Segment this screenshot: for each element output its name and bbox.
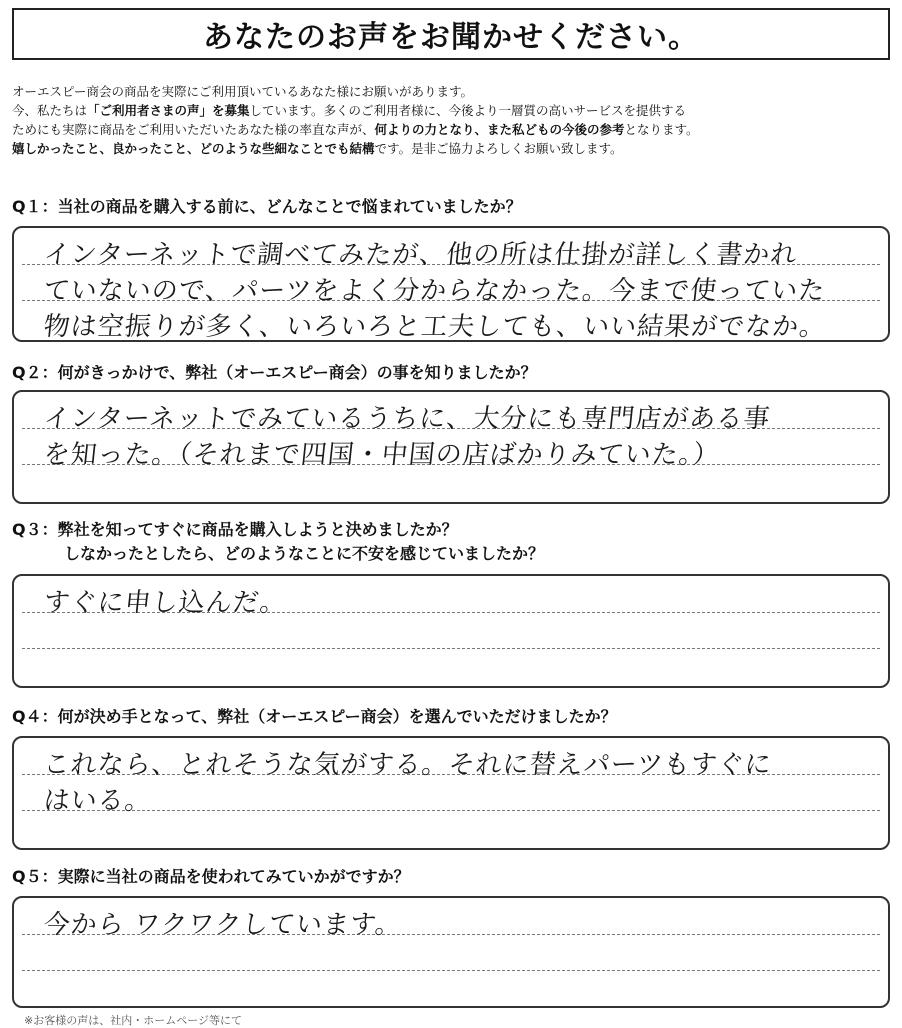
footer-note: ※お客様の声は、社内・ホームページ等にて (24, 1014, 242, 1027)
question-1-label: Q１：当社の商品を購入する前に、どんなことで悩まれていましたか？ (12, 197, 522, 216)
answer-5-line-1: 今から ワクワクしています。 (42, 910, 404, 940)
answer-box-2 (12, 390, 890, 504)
answer-rule (22, 970, 880, 971)
page-title: あなたのお声をお聞かせください。 (203, 20, 699, 55)
intro-highlight-anything: 嬉しかったこと、良かったこと、どのような些細なことでも結構 (12, 141, 375, 156)
intro-line-2: 今、私たちは「ご利用者さまの声」を募集しています。多くのご利用者様に、今後より一層質の高いサービスを提供する (12, 103, 687, 118)
question-5-label: Q５：実際に当社の商品を使われてみていかがですか？ (12, 867, 410, 886)
answer-1-line-1: インターネットで調べてみたが、他の所は仕掛が詳しく書かれ (42, 240, 799, 270)
answer-box-4 (12, 736, 890, 850)
answer-3-line-1: すぐに申し込んだ。 (42, 588, 289, 618)
question-2-label: Q２：何がきっかけで、弊社（オーエスピー商会）の事を知りましたか？ (12, 363, 537, 382)
question-3-label-sub: しなかったとしたら、どのようなことに不安を感じていましたか？ (64, 544, 545, 563)
answer-4-line-2: はいる。 (42, 786, 154, 816)
intro-highlight-power: 何よりの力となり、また私どもの今後の参考 (374, 122, 625, 137)
answer-2-line-2: を知った。（それまで四国・中国の店ばかりみていた。） (42, 440, 722, 470)
question-4-label: Q４：何が決め手となって、弊社（オーエスピー商会）を選んでいただけましたか？ (12, 707, 617, 726)
answer-box-3 (12, 574, 890, 688)
intro-highlight-voice: 「ご利用者さまの声」を募集 (87, 103, 250, 118)
question-3-label (12, 518, 544, 566)
question-3-label-main: Q３：弊社を知ってすぐに商品を購入しようと決めましたか？ (12, 520, 458, 539)
intro-paragraph (12, 82, 892, 158)
answer-rule (22, 648, 880, 649)
answer-1-line-2: ていないので、パーツをよく分からなかった。今まで使っていた (42, 276, 827, 306)
answer-box-1 (12, 226, 890, 342)
answer-4-line-1: これなら、とれそうな気がする。それに替えパーツもすぐに (42, 750, 774, 780)
title-box (12, 8, 890, 60)
answer-box-5 (12, 896, 890, 1008)
intro-line-4: 嬉しかったこと、良かったこと、どのような些細なことでも結構です。是非ご協力よろしくお願い致します。 (12, 141, 623, 156)
intro-line-1: オーエスピー商会の商品を実際にご利用頂いているあなた様にお願いがあります。 (12, 84, 474, 99)
answer-1-line-3: 物は空振りが多く、いろいろと工夫しても、いい結果がでなか。 (42, 312, 828, 342)
answer-2-line-1: インターネットでみているうちに、大分にも専門店がある事 (42, 404, 772, 434)
intro-line-3: ためにも実際に商品をご利用いただいたあなた様の率直な声が、何よりの力となり、また私どもの今後の参考となります。 (12, 122, 699, 137)
